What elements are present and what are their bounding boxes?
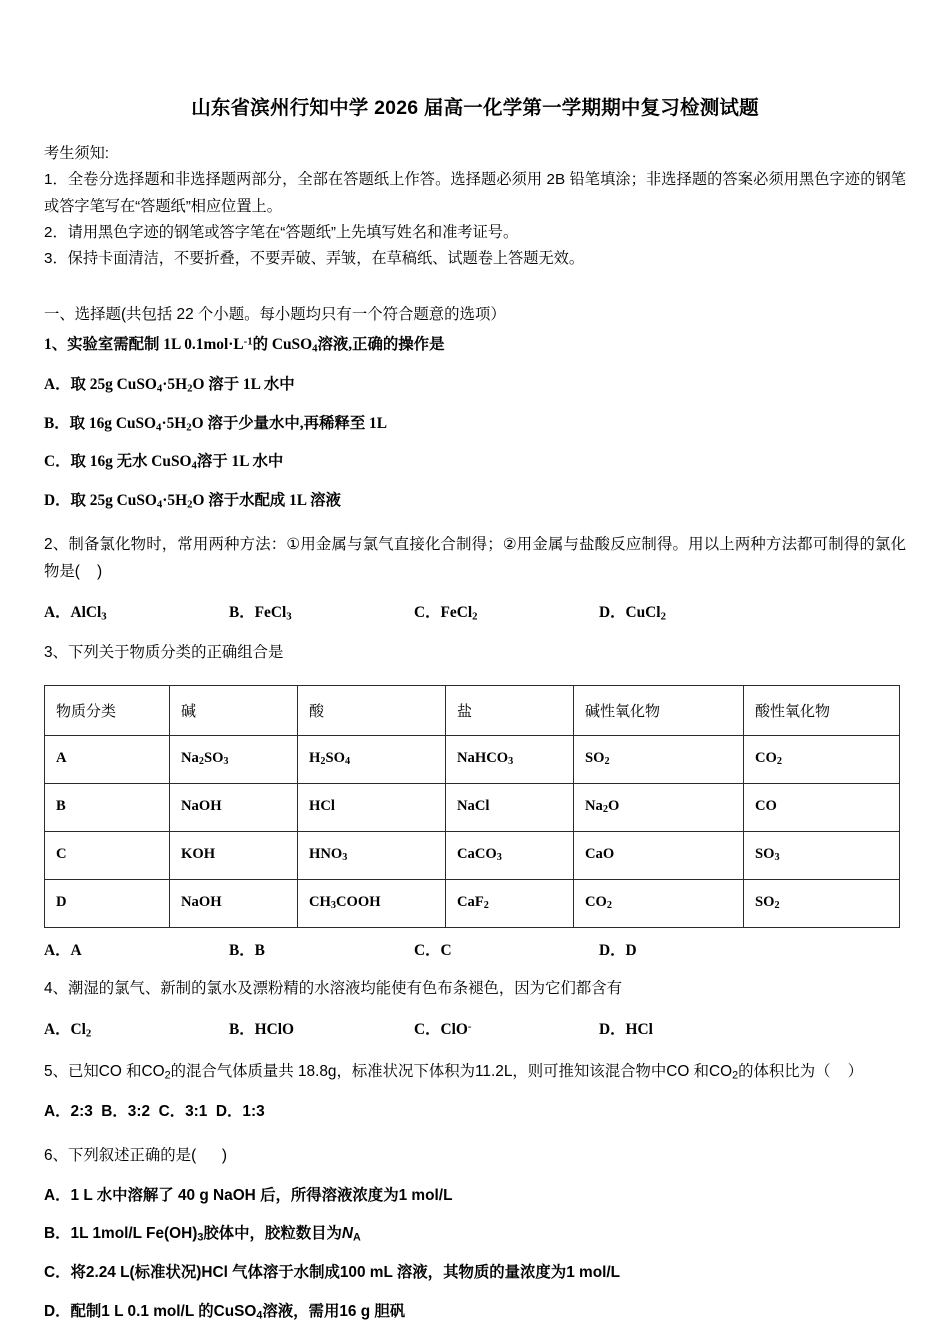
question-3-option-a[interactable]: A．A (44, 941, 82, 959)
question-3-option-c[interactable]: C．C (414, 941, 452, 959)
question-4-option-c[interactable]: C．ClO- (414, 1020, 472, 1038)
question-1-stem: 1、实验室需配制 1L $0.1mol\cdot L^{-1}$的 CuSO$_4$溶液,正确的操作是 (44, 335, 445, 355)
question-5-options[interactable]: A．2:3 B．3:2 C．3:1 D．1:3 (44, 1103, 265, 1121)
question-4-option-b[interactable]: B．HClO (229, 1020, 294, 1038)
question-6-option-c[interactable]: C．将2.24 L(标准状况)HCl 气体溶于水制成100 mL 溶液，其物质的量浓度为1 mol/L (44, 1263, 621, 1281)
question-1-option-d[interactable]: D．取 25g $CuSO_4\cdot 5H_2O$ 溶于水配成 1L 溶液 (44, 492, 341, 511)
question-1-option-b[interactable]: B．取 16g $CuSO_4\cdot 5H_2O$ 溶于少量水中,再稀释至 1L (44, 414, 388, 434)
question-6-option-a[interactable]: A．1 L 水中溶解了 40 g NaOH 后，所得溶液浓度为1 mol/L (44, 1186, 453, 1204)
table-header-cell-1: 碱 (170, 685, 298, 735)
question-5-stem: 5、已知CO 和$CO_2$的混合气体质量共 18.8g，标准状况下体积为11.2L，则可推知该混合物中CO 和$CO_2$的体积比为（ ） (44, 1063, 863, 1082)
question-6-stem: 6、下列叙述正确的是( ) (44, 1146, 227, 1164)
question-3-stem: 3、下列关于物质分类的正确组合是 (44, 644, 284, 662)
table-cell-a-acidic-oxide: $CO_2$ (744, 735, 900, 783)
table-header-cell-5: 酸性氧化物 (744, 685, 900, 735)
table-header-row (45, 685, 900, 735)
table-cell-c-salt: CaCO$_3$ (446, 831, 574, 879)
question-2-option-b[interactable]: B．FeCl$_3$ (229, 603, 292, 623)
table-cell-b-base: NaOH (170, 783, 298, 831)
table-row-label-a: A (45, 735, 170, 783)
table-row (45, 831, 900, 879)
question-3-option-d[interactable]: D．D (599, 941, 637, 959)
table-row (45, 783, 900, 831)
notice-item-2: 2．请用黑色字迹的钢笔或答字笔在“答题纸”上先填写姓名和准考证号。 (44, 223, 519, 241)
question-4-stem: 4、潮湿的氯气、新制的氯水及漂粉精的水溶液均能使有色布条褪色，因为它们都含有 (44, 979, 623, 997)
question-1-options (44, 373, 906, 514)
page-title: 山东省滨州行知中学 2026 届高一化学第一学期期中复习检测试题 (191, 97, 759, 119)
notice-heading: 考生须知: (44, 145, 109, 163)
notice-item-1: 1．全卷分选择题和非选择题两部分，全部在答题纸上作答。选择题必须用 2B 铅笔填涂；非选择题的答案必须用黑色字迹的钢笔或答字笔写在“答题纸”相应位置上。 (44, 171, 906, 215)
table-header-cell-4: 碱性氧化物 (574, 685, 744, 735)
table-row-label-d: D (45, 879, 170, 927)
table-cell-a-base: $Na_2SO_3$ (170, 735, 298, 783)
table-cell-d-acidic-oxide: $SO_2$ (744, 879, 900, 927)
table-row-label-b: B (45, 783, 170, 831)
table-cell-c-acid: $HNO_3$ (298, 831, 446, 879)
table-cell-b-basic-oxide: $Na_2O$ (574, 783, 744, 831)
table-cell-a-acid: $H_2SO_4$ (298, 735, 446, 783)
question-2-option-a[interactable]: A．AlCl$_3$ (44, 603, 107, 623)
question-4-option-a[interactable]: A．$Cl_2$ (44, 1020, 92, 1040)
table-cell-c-basic-oxide: CaO (574, 831, 744, 879)
table-cell-b-salt: NaCl (446, 783, 574, 831)
table-cell-a-basic-oxide: $SO_2$ (574, 735, 744, 783)
question-2-options (44, 600, 906, 622)
substance-classification-table (44, 685, 900, 928)
table-cell-b-acid: HCl (298, 783, 446, 831)
table-header-cell-3: 盐 (446, 685, 574, 735)
table-header-cell-0: 物质分类 (45, 685, 170, 735)
table-cell-a-salt: NaHCO$_3$ (446, 735, 574, 783)
question-6-option-b[interactable]: B．1L 1mol/L $Fe(OH)_3$胶体中，胶粒数目为$N_A$ (44, 1225, 361, 1244)
candidate-notice (44, 141, 906, 272)
table-cell-d-acid: $CH_3COOH$ (298, 879, 446, 927)
table-cell-c-acidic-oxide: $SO_3$ (744, 831, 900, 879)
question-4-option-d[interactable]: D．HCl (599, 1020, 653, 1038)
question-1-option-a[interactable]: A．取 25g $CuSO_4\cdot 5H_2O$ 溶于 1L 水中 (44, 376, 295, 395)
section-heading-choice: 一、选择题(共包括 22 个小题。每小题均只有一个符合题意的选项） (44, 306, 506, 324)
table-cell-c-base: KOH (170, 831, 298, 879)
question-2-stem: 2、制备氯化物时，常用两种方法：①用金属与氯气直接化合制得；②用金属与盐酸反应制得。用以上两种方法都可制得的氯化物是( ) (44, 535, 906, 580)
question-6-options (44, 1184, 906, 1325)
table-cell-d-basic-oxide: $CO_2$ (574, 879, 744, 927)
table-row-label-c: C (45, 831, 170, 879)
table-row (45, 735, 900, 783)
question-3-option-b[interactable]: B．B (229, 941, 265, 959)
table-row (45, 879, 900, 927)
table-cell-d-base: NaOH (170, 879, 298, 927)
table-cell-b-acidic-oxide: CO (744, 783, 900, 831)
question-2-option-c[interactable]: C．FeCl$_2$ (414, 603, 478, 623)
question-4-options (44, 1017, 906, 1039)
notice-item-3: 3．保持卡面清洁，不要折叠，不要弄破、弄皱，在草稿纸、试题卷上答题无效。 (44, 249, 585, 267)
question-1-option-c[interactable]: C．取 16g 无水 CuSO$_4$溶于 1L 水中 (44, 453, 284, 472)
question-6-option-d[interactable]: D．配制1 L 0.1 mol/L 的CuSO$_4$溶液，需用16 g 胆矾 (44, 1302, 406, 1321)
question-3-options (44, 938, 906, 960)
table-header-cell-2: 酸 (298, 685, 446, 735)
question-2-option-d[interactable]: D．CuCl$_2$ (599, 603, 666, 623)
table-cell-d-salt: CaF$_2$ (446, 879, 574, 927)
